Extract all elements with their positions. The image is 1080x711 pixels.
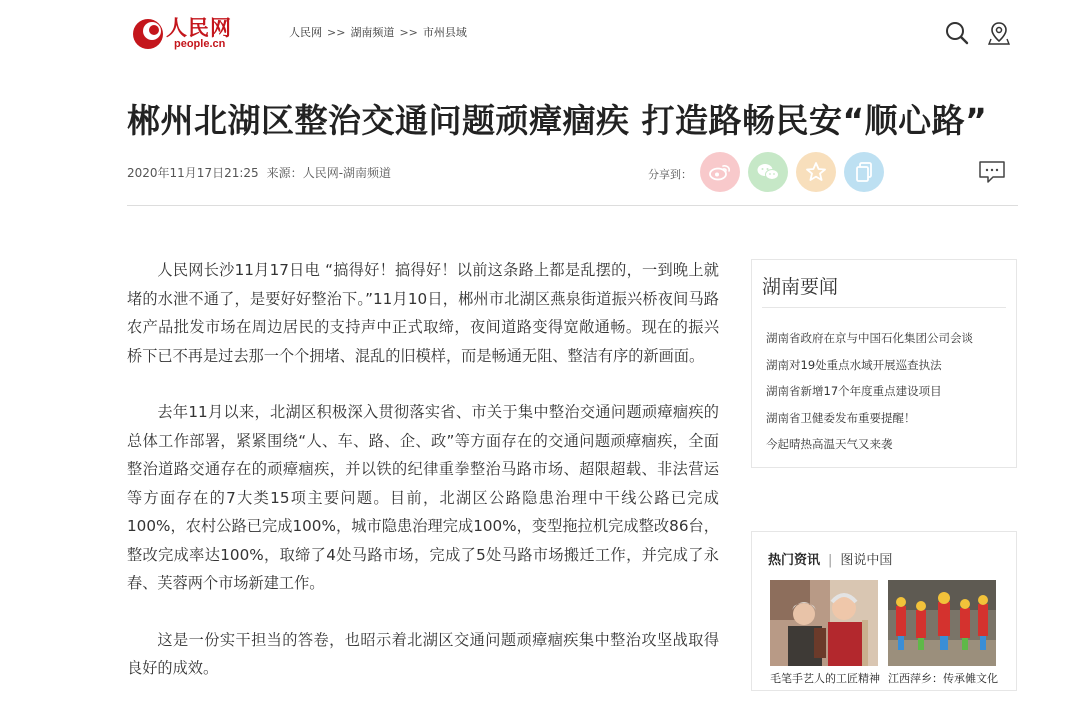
news-link[interactable]: 湖南省政府在京与中国石化集团公司会谈 <box>766 331 973 345</box>
weibo-icon <box>708 162 732 182</box>
share-label: 分享到： <box>648 168 692 181</box>
copy-icon <box>853 160 875 184</box>
article-paragraph: 人民网长沙11月17日电 “搞得好！搞得好！以前这条路上都是乱摆的，一到晚上就堵的水泄不通了，是要好好整治下。”11月10日，郴州市北湖区燕泉街道振兴桥夜间马路农产品批发市场在周边居民的支持声中正式取缔，夜间道路变得宽敞通畅。现在的振兴桥下已不再是过去那一个个拥堵、混乱的旧模样，而是畅通无阻、整洁有序的新画面。 <box>127 261 719 365</box>
tab-separator: | <box>828 553 833 568</box>
article-paragraph: 去年11月以来，北湖区积极深入贯彻落实省、市关于集中整治交通问题顽瘴痼疾的总体工作部署，紧紧围绕“人、车、路、企、政”等方面存在的交通问题顽瘴痼疾，全面整治道路交通存在的顽瘴痼疾，并以铁的纪律重拳整治马路市场、超限超载、非法营运等方面存在的7大类15项主要问题。目前，北湖区公路隐患治理中干线公路已完成100%，农村公路已完成100%，城市隐患治理完成100%，变型拖拉机完成整改86台，整改完成率达100%，取缔了4处马路市场，完成了5处马路市场搬迁工作，并完成了永春、芙蓉两个市场新建工作。 <box>127 403 719 592</box>
article-meta <box>127 164 391 181</box>
thumbnail-nuo-culture[interactable] <box>888 580 996 666</box>
logo-mark <box>130 16 166 52</box>
share-wechat-button[interactable] <box>748 152 788 192</box>
breadcrumb-separator: >> <box>327 26 346 39</box>
thumbnail-caption[interactable]: 毛笔手艺人的工匠精神 <box>770 672 880 685</box>
breadcrumb-separator: >> <box>399 26 418 39</box>
logo-domain: people.cn <box>174 38 226 50</box>
logo-text: 人民网 <box>166 15 232 40</box>
article-body <box>127 256 719 711</box>
breadcrumb-cities[interactable]: 市州县域 <box>422 26 467 39</box>
panel-tabs <box>768 549 892 568</box>
tab-picture-china[interactable]: 图说中国 <box>840 553 893 568</box>
article-paragraph: 这是一份实干担当的答卷，也昭示着北湖区交通问题顽瘴痼疾集中整治攻坚战取得良好的成效。 <box>127 630 719 677</box>
panel-divider <box>762 307 1006 308</box>
hunan-news-list <box>766 325 973 458</box>
breadcrumb-hunan[interactable]: 湖南频道 <box>350 26 395 39</box>
hot-news-panel <box>751 531 1017 691</box>
source-label: 来源： <box>266 166 303 180</box>
news-link[interactable]: 湖南省新增17个年度重点建设项目 <box>766 384 942 398</box>
comment-icon[interactable] <box>978 160 1006 184</box>
share-weibo-button[interactable] <box>700 152 740 192</box>
wechat-icon <box>756 162 780 182</box>
header-divider <box>127 205 1018 206</box>
favorite-icon <box>804 160 828 184</box>
breadcrumb-home[interactable]: 人民网 <box>289 26 322 39</box>
share-favorite-button[interactable] <box>796 152 836 192</box>
breadcrumb <box>289 24 467 40</box>
location-icon[interactable] <box>986 20 1012 46</box>
source-link[interactable]: 人民网-湖南频道 <box>302 166 392 180</box>
news-link[interactable]: 今起晴热高温天气又来袭 <box>766 437 893 451</box>
news-link[interactable]: 湖南对19处重点水域开展巡查执法 <box>766 357 942 372</box>
article-title: 郴州北湖区整治交通问题顽瘴痼疾 打造路畅民安“顺心路” <box>127 101 988 140</box>
thumbnail-calligraphy[interactable] <box>770 580 878 666</box>
news-link[interactable]: 湖南省卫健委发布重要提醒！ <box>766 410 916 425</box>
search-icon[interactable] <box>944 20 970 46</box>
publish-datetime: 2020年11月17日21:25 <box>127 166 259 180</box>
hunan-news-panel <box>751 259 1017 468</box>
tab-hot-news[interactable]: 热门资讯 <box>768 553 821 568</box>
thumbnail-caption[interactable]: 江西萍乡：传承傩文化 <box>888 672 998 685</box>
share-copy-button[interactable] <box>844 152 884 192</box>
hunan-news-title: 湖南要闻 <box>762 276 839 298</box>
people-cn-logo[interactable] <box>130 12 240 54</box>
